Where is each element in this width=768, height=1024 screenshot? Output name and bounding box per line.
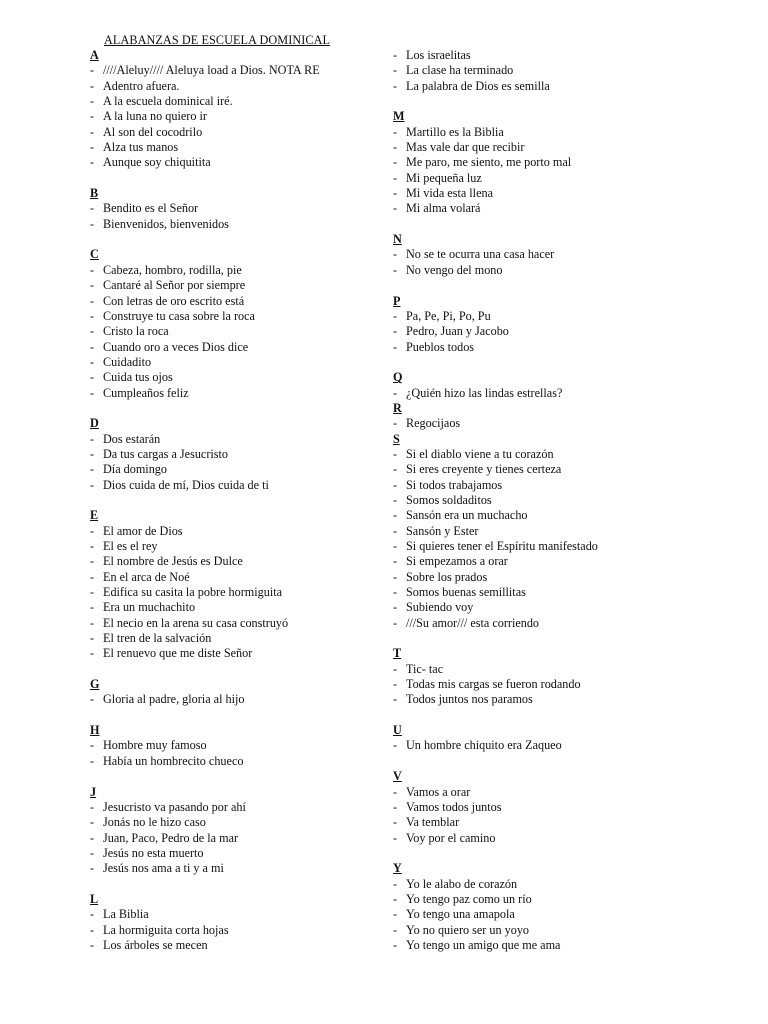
song-item	[90, 570, 390, 585]
song-title: Yo no quiero ser un yoyo	[406, 922, 530, 937]
song-item	[90, 432, 390, 447]
dash-bullet: -	[393, 738, 398, 753]
song-title: Pueblos todos	[406, 339, 475, 354]
song-item	[393, 831, 763, 846]
song-item	[90, 600, 390, 615]
song-item	[90, 386, 390, 401]
song-item	[90, 294, 390, 309]
song-item	[393, 201, 763, 216]
section-letter: C	[90, 247, 99, 262]
song-title: Adentro afuera.	[103, 78, 180, 93]
song-title: Subiendo voy	[406, 600, 474, 615]
song-title: Yo tengo una amapola	[406, 907, 515, 922]
song-title: Todos juntos nos paramos	[406, 692, 533, 707]
song-title: Yo tengo un amigo que me ama	[406, 937, 561, 952]
dash-bullet: -	[393, 140, 398, 155]
song-item	[90, 539, 390, 554]
song-item	[393, 785, 763, 800]
dash-bullet: -	[393, 262, 398, 277]
song-item	[90, 478, 390, 493]
song-title: Jesús no esta muerto	[103, 845, 204, 860]
song-title: En el arca de Noé	[103, 569, 190, 584]
song-title: Vamos a orar	[406, 784, 471, 799]
dash-bullet: -	[90, 600, 95, 615]
song-title: Juan, Paco, Pedro de la mar	[103, 830, 239, 845]
song-title: Alza tus manos	[103, 140, 179, 155]
song-title: Todas mis cargas se fueron rodando	[406, 677, 581, 692]
song-item	[393, 570, 763, 585]
section-letter: L	[90, 891, 99, 906]
song-title: A la luna no quiero ir	[103, 109, 207, 124]
dash-bullet: -	[90, 124, 95, 139]
dash-bullet: -	[90, 907, 95, 922]
song-item	[90, 201, 390, 216]
song-title: Jesús nos ama a ti y a mi	[103, 861, 224, 876]
song-item	[393, 247, 763, 262]
song-title: Me paro, me siento, me porto mal	[406, 155, 572, 170]
dash-bullet: -	[393, 385, 398, 400]
dash-bullet: -	[90, 385, 95, 400]
dash-bullet: -	[393, 799, 398, 814]
section-letter: N	[393, 232, 402, 247]
dash-bullet: -	[90, 63, 95, 78]
section-gap	[393, 846, 763, 861]
section-gap	[393, 355, 763, 370]
song-item	[393, 877, 763, 892]
dash-bullet: -	[393, 937, 398, 952]
song-title: Mi vida esta llena	[406, 186, 493, 201]
dash-bullet: -	[90, 830, 95, 845]
song-title: Bendito es el Señor	[103, 201, 199, 216]
song-item	[90, 278, 390, 293]
song-item	[90, 79, 390, 94]
song-item	[90, 340, 390, 355]
dash-bullet: -	[90, 262, 95, 277]
dash-bullet: -	[90, 523, 95, 538]
dash-bullet: -	[90, 308, 95, 323]
song-item	[393, 493, 763, 508]
dash-bullet: -	[90, 155, 95, 170]
left-column	[90, 48, 390, 953]
song-item	[393, 386, 763, 401]
song-title: Vamos todos juntos	[406, 799, 502, 814]
dash-bullet: -	[90, 431, 95, 446]
section-gap	[393, 631, 763, 646]
dash-bullet: -	[90, 78, 95, 93]
song-title: Va temblar	[406, 815, 460, 830]
song-title: Yo tengo paz como un río	[406, 891, 532, 906]
song-title: El necio en la arena su casa construyó	[103, 615, 289, 630]
song-item	[90, 355, 390, 370]
dash-bullet: -	[393, 186, 398, 201]
song-item	[90, 217, 390, 232]
song-item	[393, 48, 763, 63]
dash-bullet: -	[90, 569, 95, 584]
song-item	[90, 524, 390, 539]
song-title: Gloria al padre, gloria al hijo	[103, 692, 245, 707]
song-title: Era un muchachito	[103, 600, 196, 615]
song-title: Pedro, Juan y Jacobo	[406, 324, 509, 339]
dash-bullet: -	[393, 339, 398, 354]
dash-bullet: -	[393, 308, 398, 323]
song-title: Aunque soy chiquitita	[103, 155, 211, 170]
dash-bullet: -	[393, 124, 398, 139]
section-gap	[393, 754, 763, 769]
dash-bullet: -	[393, 416, 398, 431]
dash-bullet: -	[90, 692, 95, 707]
section-letter: B	[90, 186, 99, 201]
song-item	[393, 140, 763, 155]
song-item	[90, 63, 390, 78]
song-title: Si todos trabajamos	[406, 477, 503, 492]
section-letter: P	[393, 293, 401, 308]
song-title: Regocijaos	[406, 416, 461, 431]
section-letter: G	[90, 677, 100, 692]
song-item	[393, 79, 763, 94]
dash-bullet: -	[90, 293, 95, 308]
song-title: A la escuela dominical iré.	[103, 94, 233, 109]
section-gap	[393, 217, 763, 232]
dash-bullet: -	[90, 845, 95, 860]
section-letter: S	[393, 431, 400, 446]
dash-bullet: -	[393, 477, 398, 492]
song-item	[393, 892, 763, 907]
dash-bullet: -	[90, 354, 95, 369]
song-item	[90, 861, 390, 876]
song-item	[393, 815, 763, 830]
song-item	[90, 754, 390, 769]
song-title: Mas vale dar que recibir	[406, 140, 525, 155]
song-title: Mi alma volará	[406, 201, 481, 216]
song-title: Con letras de oro escrito está	[103, 293, 245, 308]
song-title: Cumpleaños feliz	[103, 385, 189, 400]
song-item	[90, 923, 390, 938]
song-item	[393, 125, 763, 140]
dash-bullet: -	[393, 446, 398, 461]
section-letter: E	[90, 508, 99, 523]
dash-bullet: -	[393, 63, 398, 78]
dash-bullet: -	[393, 815, 398, 830]
song-title: Había un hombrecito chueco	[103, 753, 244, 768]
dash-bullet: -	[90, 585, 95, 600]
song-item	[393, 539, 763, 554]
dash-bullet: -	[90, 937, 95, 952]
song-item	[90, 263, 390, 278]
right-column	[393, 48, 763, 953]
song-item	[393, 600, 763, 615]
song-title: Construye tu casa sobre la roca	[103, 308, 255, 323]
song-item	[90, 692, 390, 707]
dash-bullet: -	[90, 799, 95, 814]
song-item	[90, 554, 390, 569]
song-item	[90, 140, 390, 155]
section-gap	[90, 708, 390, 723]
song-item	[90, 815, 390, 830]
dash-bullet: -	[393, 462, 398, 477]
dash-bullet: -	[393, 201, 398, 216]
section-letter: V	[393, 769, 402, 784]
dash-bullet: -	[393, 170, 398, 185]
song-title: ////Aleluy//// Aleluya load a Dios. NOTA RE	[103, 63, 320, 78]
song-item	[393, 677, 763, 692]
dash-bullet: -	[393, 677, 398, 692]
song-title: Cuida tus ojos	[103, 370, 173, 385]
dash-bullet: -	[90, 861, 95, 876]
dash-bullet: -	[393, 324, 398, 339]
song-item	[393, 738, 763, 753]
song-item	[90, 800, 390, 815]
song-title: Cuidadito	[103, 354, 152, 369]
section-letter: H	[90, 723, 100, 738]
dash-bullet: -	[90, 646, 95, 661]
song-title: La Biblia	[103, 907, 149, 922]
dash-bullet: -	[90, 477, 95, 492]
section-gap	[90, 171, 390, 186]
song-item	[393, 416, 763, 431]
song-title: No vengo del mono	[406, 262, 503, 277]
section-gap	[90, 232, 390, 247]
section-letter: U	[393, 723, 402, 738]
song-item	[393, 478, 763, 493]
song-title: El nombre de Jesús es Dulce	[103, 554, 243, 569]
song-title: Dos estarán	[103, 431, 161, 446]
dash-bullet: -	[393, 48, 398, 62]
song-title: Si eres creyente y tienes certeza	[406, 462, 562, 477]
section-gap	[393, 94, 763, 109]
section-gap	[90, 493, 390, 508]
song-item	[393, 524, 763, 539]
dash-bullet: -	[393, 554, 398, 569]
song-title: Cuando oro a veces Dios dice	[103, 339, 249, 354]
section-gap	[90, 662, 390, 677]
dash-bullet: -	[90, 140, 95, 155]
dash-bullet: -	[393, 585, 398, 600]
song-item	[90, 831, 390, 846]
song-item	[393, 616, 763, 631]
dash-bullet: -	[393, 661, 398, 676]
dash-bullet: -	[90, 922, 95, 937]
dash-bullet: -	[393, 830, 398, 845]
song-item	[393, 186, 763, 201]
song-title: Los israelitas	[406, 48, 471, 62]
song-item	[393, 340, 763, 355]
section-gap	[393, 278, 763, 293]
song-title: Tic- tac	[406, 661, 444, 676]
song-item	[90, 125, 390, 140]
section-gap	[90, 401, 390, 416]
song-item	[90, 938, 390, 953]
song-item	[393, 585, 763, 600]
song-title: Cantaré al Señor por siempre	[103, 278, 246, 293]
song-title: El amor de Dios	[103, 523, 183, 538]
song-title: Sansón y Ester	[406, 523, 479, 538]
section-letter: J	[90, 784, 97, 799]
dash-bullet: -	[90, 339, 95, 354]
song-title: Da tus cargas a Jesucristo	[103, 446, 228, 461]
song-item	[90, 907, 390, 922]
dash-bullet: -	[393, 523, 398, 538]
song-title: Al son del cocodrilo	[103, 124, 203, 139]
song-item	[393, 263, 763, 278]
dash-bullet: -	[90, 462, 95, 477]
song-title: El es el rey	[103, 539, 158, 553]
song-title: Bienvenidos, bienvenidos	[103, 216, 229, 231]
song-item	[90, 109, 390, 124]
dash-bullet: -	[393, 922, 398, 937]
song-title: Si el diablo viene a tu corazón	[406, 446, 554, 461]
document-title: ALABANZAS DE ESCUELA DOMINICAL	[104, 33, 331, 47]
dash-bullet: -	[393, 78, 398, 93]
section-letter: D	[90, 416, 99, 431]
song-item	[393, 462, 763, 477]
dash-bullet: -	[393, 569, 398, 584]
dash-bullet: -	[393, 539, 398, 553]
song-item	[393, 554, 763, 569]
dash-bullet: -	[393, 155, 398, 170]
song-title: ///Su amor/// esta corriendo	[406, 615, 540, 630]
dash-bullet: -	[90, 278, 95, 293]
dash-bullet: -	[90, 631, 95, 646]
song-item	[393, 447, 763, 462]
dash-bullet: -	[393, 247, 398, 262]
dash-bullet: -	[393, 784, 398, 799]
dash-bullet: -	[393, 508, 398, 523]
dash-bullet: -	[90, 554, 95, 569]
section-gap	[393, 708, 763, 723]
section-letter: A	[90, 48, 99, 62]
song-item	[393, 692, 763, 707]
song-item	[90, 616, 390, 631]
song-title: La clase ha terminado	[406, 63, 514, 78]
song-item	[393, 938, 763, 953]
song-title: Cabeza, hombro, rodilla, pie	[103, 262, 242, 277]
section-letter: Y	[393, 861, 402, 876]
song-title: ¿Quién hizo las lindas estrellas?	[406, 385, 563, 400]
song-title: Somos buenas semillitas	[406, 585, 526, 600]
song-title: Si quieres tener el Espíritu manifestado	[406, 539, 598, 553]
song-item	[90, 94, 390, 109]
song-item	[393, 309, 763, 324]
section-letter: Q	[393, 370, 403, 385]
song-title: Dios cuida de mí, Dios cuida de ti	[103, 477, 269, 492]
dash-bullet: -	[90, 109, 95, 124]
dash-bullet: -	[393, 492, 398, 507]
song-title: Sobre los prados	[406, 569, 488, 584]
dash-bullet: -	[393, 891, 398, 906]
song-item	[90, 370, 390, 385]
song-title: La palabra de Dios es semilla	[406, 78, 550, 93]
dash-bullet: -	[393, 600, 398, 615]
song-title: Yo le alabo de corazón	[406, 876, 518, 891]
song-item	[90, 155, 390, 170]
song-item	[393, 800, 763, 815]
dash-bullet: -	[90, 446, 95, 461]
dash-bullet: -	[90, 539, 95, 553]
dash-bullet: -	[90, 753, 95, 768]
dash-bullet: -	[393, 615, 398, 630]
song-item	[90, 585, 390, 600]
dash-bullet: -	[90, 815, 95, 830]
song-item	[393, 662, 763, 677]
song-item	[90, 462, 390, 477]
song-title: Jonás no le hizo caso	[103, 815, 206, 830]
dash-bullet: -	[393, 876, 398, 891]
song-title: Si empezamos a orar	[406, 554, 508, 569]
dash-bullet: -	[90, 370, 95, 385]
song-item	[90, 646, 390, 661]
song-item	[393, 171, 763, 186]
song-item	[393, 324, 763, 339]
section-letter: T	[393, 646, 402, 661]
song-title: La hormiguita corta hojas	[103, 922, 229, 937]
song-title: Cristo la roca	[103, 324, 169, 339]
song-item	[393, 907, 763, 922]
section-gap	[90, 877, 390, 892]
song-title: Día domingo	[103, 462, 167, 477]
song-item	[90, 738, 390, 753]
song-item	[90, 324, 390, 339]
song-title: No se te ocurra una casa hacer	[406, 247, 555, 262]
dash-bullet: -	[90, 216, 95, 231]
song-item	[90, 309, 390, 324]
dash-bullet: -	[90, 201, 95, 216]
song-item	[393, 63, 763, 78]
dash-bullet: -	[90, 324, 95, 339]
dash-bullet: -	[90, 94, 95, 109]
song-title: Somos soldaditos	[406, 492, 492, 507]
song-item	[90, 631, 390, 646]
song-item	[90, 846, 390, 861]
song-title: Mi pequeña luz	[406, 170, 482, 185]
section-letter: M	[393, 109, 405, 124]
song-title: El renuevo que me diste Señor	[103, 646, 253, 661]
song-item	[90, 447, 390, 462]
song-item	[393, 155, 763, 170]
section-letter: R	[393, 400, 402, 415]
song-title: Hombre muy famoso	[103, 738, 207, 753]
section-gap	[90, 769, 390, 784]
dash-bullet: -	[393, 907, 398, 922]
song-title: Un hombre chiquito era Zaqueo	[406, 738, 562, 753]
song-item	[393, 923, 763, 938]
song-title: Edifica su casita la pobre hormiguita	[103, 585, 283, 600]
song-title: Jesucristo va pasando por ahí	[103, 799, 246, 814]
song-title: El tren de la salvación	[103, 631, 212, 646]
song-item	[393, 508, 763, 523]
dash-bullet: -	[90, 738, 95, 753]
dash-bullet: -	[393, 692, 398, 707]
song-title: Los árboles se mecen	[103, 937, 208, 952]
song-title: Sansón era un muchacho	[406, 508, 528, 523]
song-title: Martillo es la Biblia	[406, 124, 504, 139]
dash-bullet: -	[90, 615, 95, 630]
song-title: Pa, Pe, Pi, Po, Pu	[406, 308, 491, 323]
song-title: Voy por el camino	[406, 830, 496, 845]
